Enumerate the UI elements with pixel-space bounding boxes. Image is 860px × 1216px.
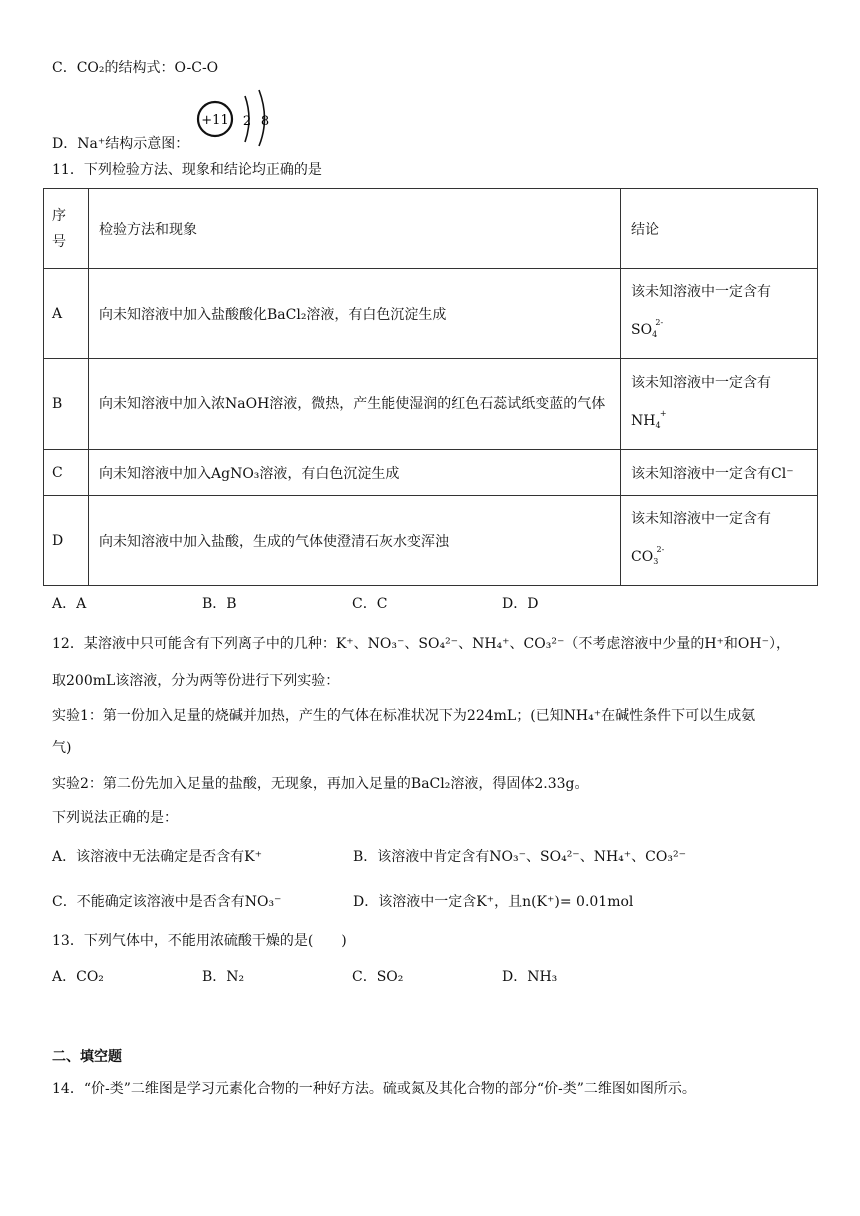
row-id: D: [44, 496, 89, 586]
table-row: [44, 269, 818, 359]
row-id: C: [44, 450, 89, 496]
q10-option-d: D．Na⁺结构示意图：: [52, 136, 190, 152]
table-row: [44, 450, 818, 496]
table-header-row: [44, 189, 818, 269]
conclusion-ion: $SO_4$ 2-: [631, 318, 664, 339]
row-conclusion: [621, 269, 818, 359]
q12-option-c: C．不能确定该溶液中是否含有NO₃⁻: [52, 894, 282, 910]
conclusion-text: 该未知溶液中一定含有: [631, 511, 771, 527]
q11-option-b: B．B: [202, 596, 237, 612]
q11-option-d: D．D: [502, 596, 539, 612]
conclusion-ion: $CO_3$ 2-: [631, 545, 665, 566]
shell2-electrons: 8: [260, 114, 270, 129]
q12-experiment1-cont: 气): [52, 740, 72, 756]
row-id: A: [44, 269, 89, 359]
row-method: 向未知溶液中加入浓NaOH溶液，微热，产生能使湿润的红色石蕊试纸变蓝的气体: [89, 359, 621, 450]
row-id: B: [44, 359, 89, 450]
row-method: 向未知溶液中加入AgNO₃溶液，有白色沉淀生成: [89, 450, 621, 496]
q12-experiment2: 实验2：第二份先加入足量的盐酸，无现象，再加入足量的BaCl₂溶液，得固体2.33g。: [52, 776, 589, 792]
q13-option-b: B．N₂: [202, 969, 245, 985]
q12-option-a: A．该溶液中无法确定是否含有K⁺: [52, 849, 262, 865]
table-row: [44, 496, 818, 586]
row-conclusion: [621, 359, 818, 450]
sodium-ion-structure-diagram: [195, 88, 275, 148]
header-conclusion: 结论: [621, 189, 818, 269]
q11-option-a: A．A: [52, 596, 87, 612]
row-method: 向未知溶液中加入盐酸，生成的气体使澄清石灰水变浑浊: [89, 496, 621, 586]
q12-ask: 下列说法正确的是：: [52, 810, 178, 826]
section-heading: 二、填空题: [52, 1049, 122, 1065]
conclusion-text: 该未知溶液中一定含有: [631, 374, 771, 391]
q11-option-c: C．C: [352, 596, 388, 612]
row-method: 向未知溶液中加入盐酸酸化BaCl₂溶液，有白色沉淀生成: [89, 269, 621, 359]
q11-table: [43, 188, 818, 586]
q12-stem-line2: 取200mL该溶液，分为两等份进行下列实验：: [52, 673, 340, 689]
table-row: [44, 359, 818, 450]
q12-experiment1: 实验1：第一份加入足量的烧碱并加热，产生的气体在标准状况下为224mL；(已知NH₄⁺在碱性条件下可以生成氨: [52, 708, 756, 724]
q11-stem: 11．下列检验方法、现象和结论均正确的是: [52, 162, 322, 178]
q13-option-d: D．NH₃: [502, 969, 558, 985]
q12-stem-line1: 12．某溶液中只可能含有下列离子中的几种：K⁺、NO₃⁻、SO₄²⁻、NH₄⁺、CO₃²⁻（不考虑溶液中少量的H⁺和OH⁻），: [52, 636, 791, 652]
q13-options: [52, 966, 652, 986]
q14-stem: 14．“价-类”二维图是学习元素化合物的一种好方法。硫或氮及其化合物的部分“价-类”二维图如图所示。: [52, 1081, 696, 1097]
q13-option-a: A．CO₂: [52, 969, 104, 985]
row-conclusion: [621, 496, 818, 586]
q12-option-d: D．该溶液中一定含K⁺，且n(K⁺)= 0.01mol: [353, 894, 634, 910]
q13-option-c: C．SO₂: [352, 969, 404, 985]
nucleus-charge: +11: [201, 113, 229, 128]
conclusion-ion: $NH_4$ +: [631, 408, 667, 430]
row-conclusion: 该未知溶液中一定含有Cl⁻: [621, 450, 818, 496]
conclusion-text: 该未知溶液中一定含有: [631, 284, 771, 300]
q11-options: [52, 593, 652, 613]
shell1-electrons: 2: [242, 114, 252, 129]
q12-option-b: B．该溶液中肯定含有NO₃⁻、SO₄²⁻、NH₄⁺、CO₃²⁻: [353, 849, 686, 865]
header-method: 检验方法和现象: [89, 189, 621, 269]
header-no: 序 号: [44, 189, 89, 269]
q13-stem: 13．下列气体中，不能用浓硫酸干燥的是( ): [52, 933, 347, 949]
q10-option-c: C．CO₂的结构式：O-C-O: [52, 60, 219, 76]
